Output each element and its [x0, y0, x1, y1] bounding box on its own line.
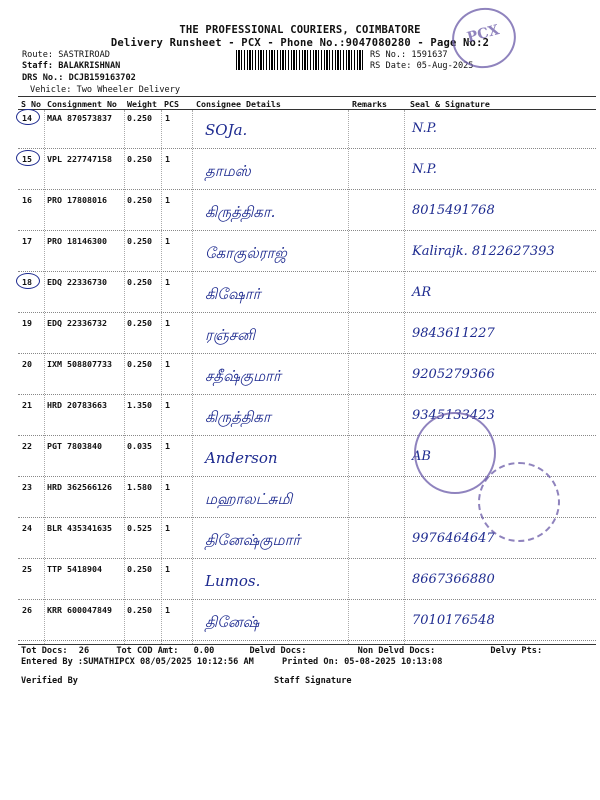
- row-signature: 8667366880: [412, 572, 495, 587]
- row-consignment: HRD 20783663: [47, 400, 107, 410]
- row-sno: 23: [22, 482, 32, 492]
- row-consignee: கோகுல்ராஜ்: [205, 244, 287, 262]
- header-bottom-rule: [18, 109, 596, 110]
- row-signature: 8015491768: [412, 203, 495, 218]
- row-sno: 22: [22, 441, 32, 451]
- row-weight: 0.250: [127, 605, 152, 615]
- row-weight: 1.580: [127, 482, 152, 492]
- row-divider: [18, 148, 596, 149]
- row-pcs: 1: [165, 113, 170, 123]
- col-remarks: Remarks: [352, 99, 387, 109]
- row-consignee: Lumos.: [205, 572, 261, 590]
- tot-docs-label: Tot Docs:: [21, 646, 68, 656]
- verified-by: Verified By: [21, 676, 78, 686]
- row-signature: AB: [412, 449, 431, 464]
- row-signature: N.P.: [412, 121, 437, 136]
- row-sno: 25: [22, 564, 32, 574]
- row-consignment: MAA 870573837: [47, 113, 112, 123]
- row-signature: N.P.: [412, 162, 437, 177]
- row-consignee: தாமஸ்: [205, 162, 251, 180]
- vehicle-label: Vehicle: Two Wheeler Delivery: [30, 85, 181, 95]
- barcode: [236, 50, 364, 70]
- row-consignment: VPL 227747158: [47, 154, 112, 164]
- row-weight: 1.350: [127, 400, 152, 410]
- row-consignee: சதீஷ்குமார்: [205, 367, 281, 385]
- row-consignment: IXM 508807733: [47, 359, 112, 369]
- row-pcs: 1: [165, 400, 170, 410]
- row-divider: [18, 189, 596, 190]
- row-pcs: 1: [165, 605, 170, 615]
- col-weight: Weight: [127, 99, 157, 109]
- seal-stamp: [478, 462, 560, 542]
- row-consignment: HRD 362566126: [47, 482, 112, 492]
- row-consignment: TTP 5418904: [47, 564, 102, 574]
- row-signature: 9976464647: [412, 531, 495, 546]
- row-pcs: 1: [165, 154, 170, 164]
- row-sno: 15: [22, 154, 32, 164]
- col-sep: [348, 110, 349, 644]
- row-consignee: கிஷோர்: [205, 285, 261, 303]
- row-divider: [18, 599, 596, 600]
- row-pcs: 1: [165, 523, 170, 533]
- row-consignee: கிருத்திகா: [205, 408, 271, 426]
- printed-on: Printed On: 05-08-2025 10:13:08: [282, 657, 443, 667]
- row-weight: 0.525: [127, 523, 152, 533]
- row-divider: [18, 394, 596, 395]
- row-weight: 0.250: [127, 359, 152, 369]
- col-sep: [161, 110, 162, 644]
- row-sno: 24: [22, 523, 32, 533]
- rs-date: RS Date: 05-Aug-2025: [370, 61, 474, 71]
- row-sno: 17: [22, 236, 32, 246]
- row-weight: 0.250: [127, 277, 152, 287]
- pcx-stamp-text: PCX: [465, 22, 502, 47]
- row-consignment: PGT 7803840: [47, 441, 102, 451]
- row-weight: 0.250: [127, 113, 152, 123]
- row-consignment: KRR 600047849: [47, 605, 112, 615]
- row-weight: 0.250: [127, 236, 152, 246]
- col-sep: [44, 110, 45, 644]
- row-weight: 0.250: [127, 564, 152, 574]
- table-bottom-rule: [18, 644, 596, 645]
- tot-cod-label: Tot COD Amt:: [116, 646, 179, 656]
- row-signature: 7010176548: [412, 613, 495, 628]
- non-delvd-docs-label: Non Delvd Docs:: [357, 646, 436, 656]
- row-sno: 19: [22, 318, 32, 328]
- row-sno: 26: [22, 605, 32, 615]
- row-pcs: 1: [165, 564, 170, 574]
- row-pcs: 1: [165, 318, 170, 328]
- row-pcs: 1: [165, 195, 170, 205]
- row-pcs: 1: [165, 236, 170, 246]
- row-consignee: தினேஷ்குமார்: [205, 531, 301, 549]
- tot-cod-value: 0.00: [193, 646, 215, 656]
- row-consignment: PRO 18146300: [47, 236, 107, 246]
- row-consignment: PRO 17808016: [47, 195, 107, 205]
- row-divider: [18, 230, 596, 231]
- row-sno: 18: [22, 277, 32, 287]
- delvy-pts-label: Delvy Pts:: [490, 646, 543, 656]
- drs-label: DRS No.: DCJB159163702: [22, 73, 136, 83]
- row-weight: 0.250: [127, 318, 152, 328]
- row-consignment: EDQ 22336730: [47, 277, 107, 287]
- rs-number: RS No.: 1591637: [370, 50, 448, 60]
- delvd-docs-label: Delvd Docs:: [249, 646, 307, 656]
- staff-signature: Staff Signature: [274, 676, 352, 686]
- row-sno: 20: [22, 359, 32, 369]
- runsheet-subtitle: Delivery Runsheet - PCX - Phone No.:9047080280 - Page No:2: [110, 37, 490, 49]
- row-consignee: கிருத்திகா.: [205, 203, 276, 221]
- tot-docs-value: 26: [78, 646, 90, 656]
- col-pcs: PCS: [164, 99, 179, 109]
- col-sno: S No: [21, 99, 41, 109]
- row-weight: 0.250: [127, 154, 152, 164]
- col-sep: [192, 110, 193, 644]
- row-pcs: 1: [165, 441, 170, 451]
- row-consignee: SOJa.: [205, 121, 248, 139]
- row-sno: 21: [22, 400, 32, 410]
- row-signature: 9205279366: [412, 367, 495, 382]
- row-weight: 0.250: [127, 195, 152, 205]
- col-consignee: Consignee Details: [196, 99, 281, 109]
- sno-circle-mark: [16, 109, 40, 125]
- row-pcs: 1: [165, 359, 170, 369]
- footer-totals: [21, 646, 542, 656]
- row-divider: [18, 353, 596, 354]
- col-consignment: Consignment No: [47, 99, 117, 109]
- row-divider: [18, 640, 596, 641]
- sno-circle-mark: [16, 150, 40, 166]
- row-signature: Kalirajk. 8122627393: [412, 244, 555, 259]
- route-label: Route: SASTRIROAD: [22, 50, 110, 60]
- row-divider: [18, 271, 596, 272]
- row-divider: [18, 558, 596, 559]
- row-consignee: ரஞ்சனி: [205, 326, 256, 344]
- row-sno: 14: [22, 113, 32, 123]
- row-pcs: 1: [165, 482, 170, 492]
- row-divider: [18, 312, 596, 313]
- row-consignment: EDQ 22336732: [47, 318, 107, 328]
- company-title: THE PROFESSIONAL COURIERS, COIMBATORE: [179, 24, 421, 36]
- row-weight: 0.035: [127, 441, 152, 451]
- sno-circle-mark: [16, 273, 40, 289]
- row-divider: [18, 435, 596, 436]
- row-consignee: தினேஷ்: [205, 613, 260, 631]
- row-sno: 16: [22, 195, 32, 205]
- header-top-rule: [18, 96, 596, 97]
- row-consignment: BLR 435341635: [47, 523, 112, 533]
- row-signature: 9345133423: [412, 408, 495, 423]
- col-sep: [124, 110, 125, 644]
- entered-by: Entered By :SUMATHIPCX 08/05/2025 10:12:56 AM: [21, 657, 254, 667]
- staff-label: Staff: BALAKRISHNAN: [22, 61, 121, 71]
- row-pcs: 1: [165, 277, 170, 287]
- row-consignee: மஹாலட்சுமி: [205, 490, 293, 508]
- row-consignee: Anderson: [205, 449, 278, 467]
- col-seal-signature: Seal & Signature: [410, 99, 490, 109]
- row-signature: AR: [412, 285, 432, 300]
- col-sep: [404, 110, 405, 644]
- row-signature: 9843611227: [412, 326, 495, 341]
